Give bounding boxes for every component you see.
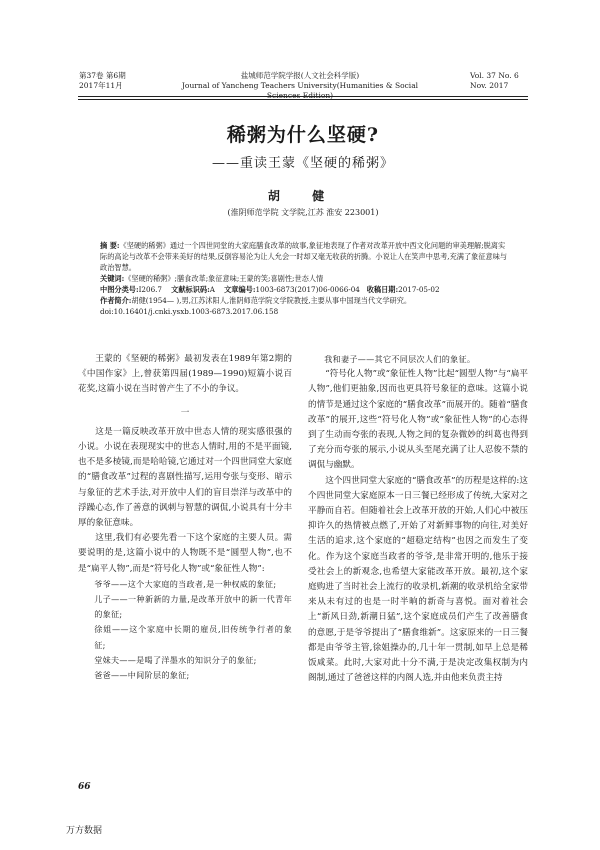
abstract-section	[100, 240, 508, 317]
character-entry: 徐姐——这个家庭中长期的雇员,旧传统争行者的象征;	[94, 624, 292, 650]
journal-name-english: Journal of Yancheng Teachers University(Humanities & Social Sciences Edition)	[181, 81, 419, 100]
keywords-text: 《坚硬的稀粥》;膳食改革;象征意味;王蒙的笑;喜剧性;世态人情	[124, 274, 324, 283]
articleno-value: 1003-6873(2017)06-0066-04	[255, 285, 360, 294]
issue-date-text: 2017年11月	[79, 81, 123, 90]
author-intro-text: 胡健(1954— ),男,江苏沭阳人,淮阴师范学院文学院教授,主要从事中国现当代文学研究。	[131, 296, 412, 305]
header-rule-thick	[78, 96, 528, 97]
section-heading-one: 一	[180, 407, 190, 418]
author-affiliation: (淮阴师范学院 文学院,江苏 淮安 223001)	[227, 208, 379, 217]
journal-name-chinese: 盐城师范学院学报(人文社会科学版)	[240, 71, 360, 80]
doccode-label: 文献标识码:	[171, 285, 210, 294]
character-entry: 爷爷——这个大家庭的当政者,是一种权威的象征;	[94, 578, 277, 589]
author-intro-label: 作者简介:	[100, 296, 132, 305]
received-value: 2017-05-02	[398, 285, 440, 294]
keywords-line	[100, 273, 508, 284]
article-title: 稀粥为什么坚硬?	[226, 124, 380, 146]
clc-value: I206.7	[138, 285, 163, 294]
body-paragraph: 这是一篇反映改革开放中世态人情的现实感很强的小说。小说在表现现实中的世态人情时,用的不是平面镜,也不是多棱镜,而是哈哈镜,它通过对一个四世同堂大家庭的“膳食改革”过程的喜剧性描写,运用夸张与变形、暗示与象征的艺术手法,对开放中人们的盲目崇洋与改革中的浮躁心态,作了善意的讽刺与智慧的调侃,小说具有十分丰厚的象征意味。	[78, 426, 292, 529]
article-subtitle: ——重读王蒙《坚硬的稀粥》	[211, 156, 394, 171]
body-paragraph: 这里,我们有必要先看一下这个家庭的主要人员。需要说明的是,这篇小说中的人物既不是“圆型人物”,也不是“扁平人物”,而是“符号化人物”或“象征性人物”:	[78, 533, 292, 574]
character-entry: 堂妹夫——是喝了洋墨水的知识分子的象征;	[94, 654, 257, 665]
body-left-column	[78, 352, 292, 683]
doccode-value: A	[209, 285, 215, 294]
journal-volume-english	[470, 71, 526, 91]
header-rule-thin	[78, 99, 528, 100]
volume-issue-text: 第37卷 第6期	[79, 71, 126, 80]
page-number: 66	[78, 782, 91, 792]
author-intro-line	[100, 295, 508, 306]
body-paragraph: 王蒙的《坚硬的稀粥》最初发表在1989年第2期的《中国作家》上,曾获第四届(1989—1990)短篇小说百花奖,这篇小说在当时曾产生了不小的争议。	[78, 354, 292, 395]
character-entry: 我和妻子——其它不同层次人们的象征。	[324, 354, 476, 364]
abstract-paragraph	[100, 240, 508, 273]
character-entry: 儿子——一种新新的力量,是改革开放中的新一代青年的象征;	[94, 594, 292, 620]
body-paragraph: “符号化人物”或“象征性人物”比起“圆型人物”与“扁平人物”,他们更抽象,因而也更具符号象征的意味。这篇小说的情节是通过这个家庭的“膳食改革”而展开的。随着“膳食改革”的展开,这些“符号化人物”或“象征性人物”的心态得到了生动而夸张的表现,人物之间的复杂微妙的纠葛也得到了充分而夸张的展示,小说从头至尾充满了让人忍俊不禁的调侃与幽默。	[308, 369, 528, 471]
classification-line	[100, 284, 508, 295]
body-right-column	[308, 352, 528, 686]
articleno-label: 文章编号:	[224, 285, 256, 294]
author-name: 胡 健	[267, 189, 339, 203]
body-paragraph: 这个四世同堂大家庭的“膳食改革”的历程是这样的:这个四世同堂大家庭原本一日三餐已经形成了传统,大家对之平静而自若。但随着社会上改革开放的开始,人们心中被压抑许久的热情被点燃了,开始了对新鲜事物的向往,对美好生活的追求,这个家庭的“超稳定结构”也因之而发生了变化。作为这个家庭当政者的爷爷,是非常开明的,他乐于接受社会上的新观念,也希望大家能改革开放。最初,这个家庭购进了当时社会上流行的收录机,新潮的收录机给全家带来从未有过的也是一时半晌的新奇与喜悦。面对着社会上“新风日劲,新潮日猛”,这个家庭成员们产生了改善膳食的意愿,于是爷爷提出了“膳食维新”。这家原来的一日三餐都是由爷爷主管,徐姐操办的,几十年一贯制,如早上总是稀饭咸菜。此时,大家对此十分不满,于是决定改集权制为内阁制,通过了爸爸这样的内阁人选,并由他来负责主持	[308, 475, 528, 684]
source-watermark: 万方数据	[66, 826, 103, 836]
doi-line: doi:10.16401/j.cnki.ysxb.1003-6873.2017.06.158	[100, 307, 279, 316]
received-label: 收稿日期:	[366, 285, 399, 294]
date-english-text: Nov. 2017	[470, 81, 509, 90]
keywords-label: 关键词:	[100, 274, 125, 283]
clc-label: 中图分类号:	[100, 285, 139, 294]
abstract-text: 《坚硬的稀粥》通过一个四世同堂的大家庭膳食改革的故事,象征地表现了作者对改革开放中西文化问题的审美理解;脱离实际的高论与改革不会带来美好的结果,反倒容易沦为让人允会一时却又毫无收获的折腾。小说让人在笑声中思考,充满了象征意味与政治智慧。	[100, 241, 508, 272]
character-entry: 爸爸——中间阶层的象征;	[94, 670, 190, 681]
abstract-label: 摘 要:	[100, 241, 120, 250]
volume-english-text: Vol. 37 No. 6	[470, 71, 519, 80]
